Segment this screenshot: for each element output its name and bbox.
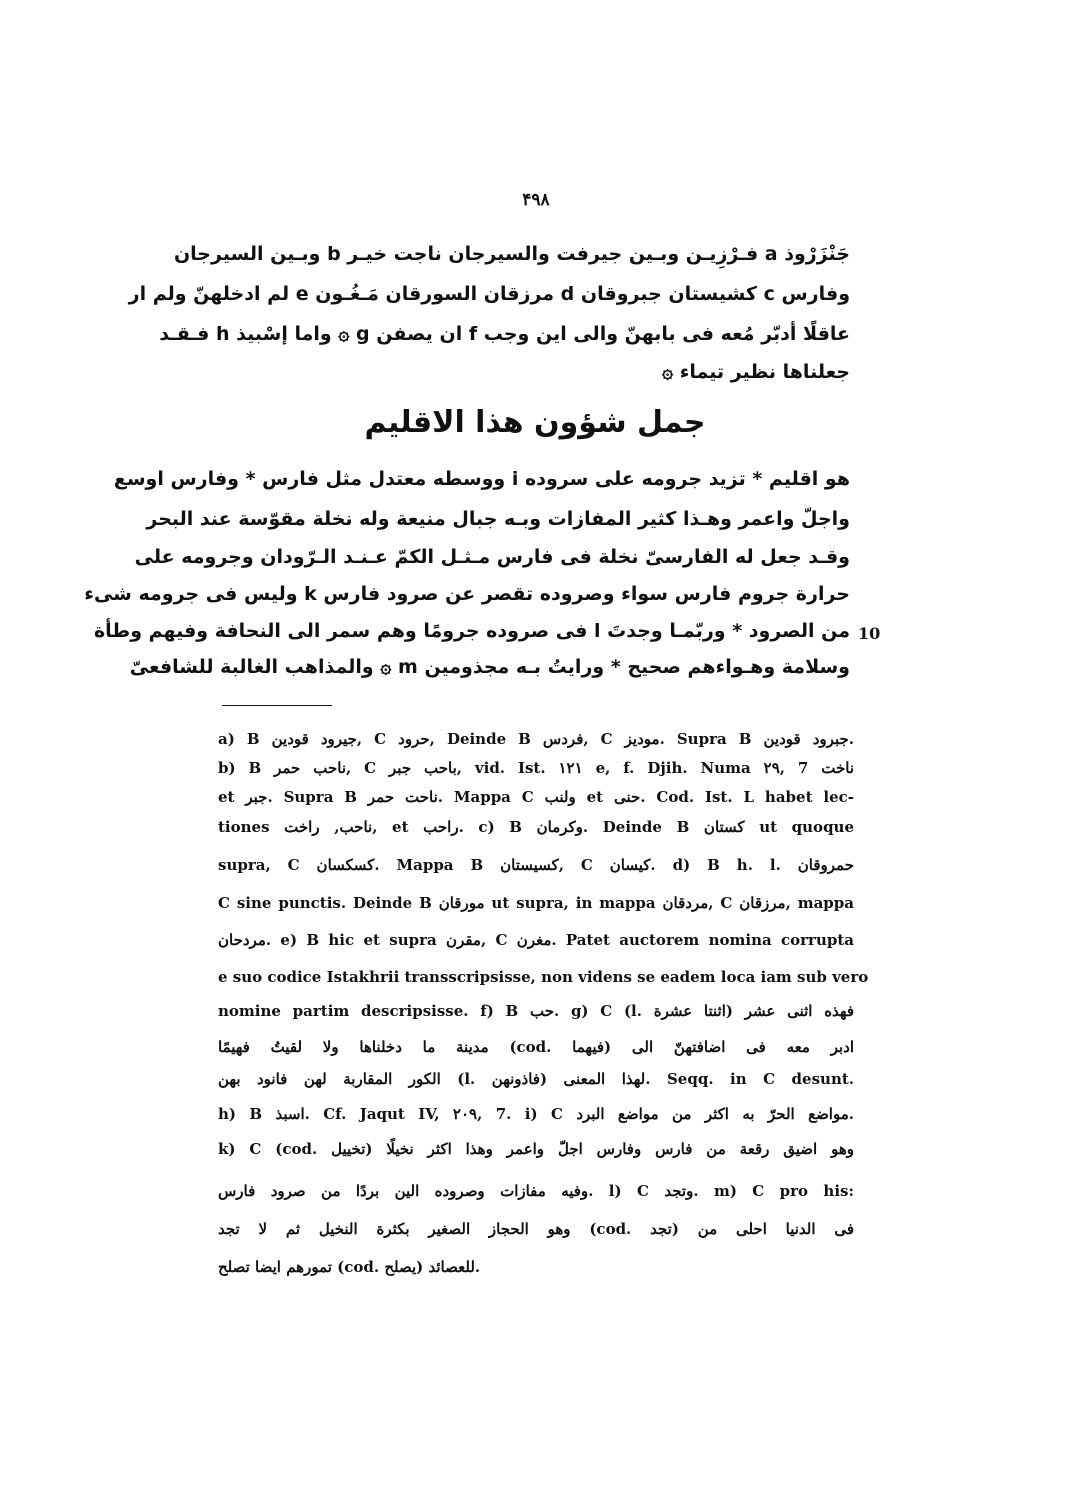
footnote-line-9: nomine partim descripsisse. f) B حب. g) C (l. فهذه اثنى عشر (اثنتا عشرة xyxy=(218,1002,855,1020)
footnote-line-16: تمورهم ايضا تصلح (cod. يصلح) للعصائد. xyxy=(218,1258,481,1276)
section-line-2: واجلّ واعمر وهـذا كثير المفازات وبـه جبال منيعة وله نخلة مقوّسة عند البحر xyxy=(146,508,850,530)
footnote-rule xyxy=(222,705,332,706)
footnote-line-3: et جبر. Supra B ناحت حمر. Mappa C ولنب et حنى. Cod. Ist. L habet lec- xyxy=(218,788,854,806)
footnote-line-6: C sine punctis. Deinde B مورقان ut supra, in mappa مردقان, C مرزقان, mappa xyxy=(218,894,855,912)
body-line-4: جعلناها نظير تيماء ۞ xyxy=(661,361,850,383)
footnote-line-14: وفيه مفازات وصروده الين بردًا من صرود فارس. l) C وتجد. m) C pro his: xyxy=(218,1182,855,1200)
footnote-line-1: a) B جيرود قودين, C حرود, Deinde B فردس, C موديز. Supra B جبرود قودين. xyxy=(218,730,854,748)
section-line-5: من الصرود * وربّمـا وجدتَ l فى صروده جرومًا وهم سمر الى النحافة وفيهم وطأة xyxy=(93,620,850,642)
footnote-line-15: وهو الحجاز الصغير بكثرة النخيل ثم لا تجد (cod. تجد) فى الدنيا احلى من xyxy=(218,1220,854,1238)
footnote-line-4: tiones ناحب, راخت, et راحب. c) B وكرمان. Deinde B كستان ut quoque xyxy=(218,818,855,836)
section-line-1: هو اقليم * تزيد جرومه على سروده i ووسطه معتدل مثل فارس * وفارس اوسع xyxy=(113,468,850,490)
body-line-1: جَنْزَرْوذ a فـرْزِيـن وبـين جيرفت والسيرجان ناجت خيـر b وبـين السيرجان xyxy=(173,243,850,265)
body-line-2: وفارس c كشيستان جبروقان d مرزقان السورقان مَـغُـون e لم ادخلهنّ ولم ار xyxy=(128,283,850,305)
section-line-3: وقـد جعل له الفارسىّ نخلة فى فارس مـثـل الكمّ عـنـد الـرّودان وجرومه على xyxy=(134,546,850,568)
footnote-line-10: مدينة ما دخلناها ولا لقيتُ فهيمًا (cod. فيهما) ادبر معه فى اضافتهنّ الى xyxy=(218,1038,854,1056)
section-line-4: حرارة جروم فارس سواء وصروده تقصر عن صرود فارس k وليس فى جرومه شىء xyxy=(84,583,850,605)
footnote-line-7: مردحان. e) B hic et supra مقرن, C مغرن. Patet auctorem nomina corrupta xyxy=(218,931,855,949)
section-line-6: وسلامة وهـواءهم صحيح * ورايتُ بـه مجذومين m ۞ والمذاهب الغالبة للشافعىّ xyxy=(129,656,850,678)
footnote-line-5: supra, C كسكسان. Mappa B كسيستان, C كيسان. d) B h. l. حمروقان xyxy=(218,856,854,874)
page-number: ۴۹۸ xyxy=(522,190,550,210)
footnote-line-13: k) C (cod. تخييل) وهو اضيق رقعة من فارس وفارس اجلّ واعمر وهذا اكثر نخيلًا xyxy=(218,1140,855,1158)
footnote-line-12: h) B اسبذ. Cf. Jaqut IV, ۲۰۹, 7. i) C مواضع الحرّ به اكثر من مواضع البرد. xyxy=(218,1105,854,1123)
line-number-marker: 10 xyxy=(858,624,881,643)
footnote-line-8: e suo codice Istakhrii transscripsisse, non videns se eadem loca iam sub vero xyxy=(218,968,869,986)
body-line-3: عاقلًا أدبّر مُعه فى بابهنّ والى اين وجب f ان يصفن g ۞ واما إسْبيذ h فـقـد xyxy=(159,323,850,345)
footnote-line-2: b) B ناحب حمر, C باحب جبر, vid. Ist. ۱۲۱ e, f. Djih. Numa ۲۹, 7 ناخت xyxy=(218,759,854,777)
section-heading: جمل شؤون هذا الاقليم xyxy=(364,405,706,440)
footnote-line-11: الكور المقاربة لهن فانود بهن (l. فاذونهن) لهذا المعنى. Seqq. in C desunt. xyxy=(218,1070,854,1088)
